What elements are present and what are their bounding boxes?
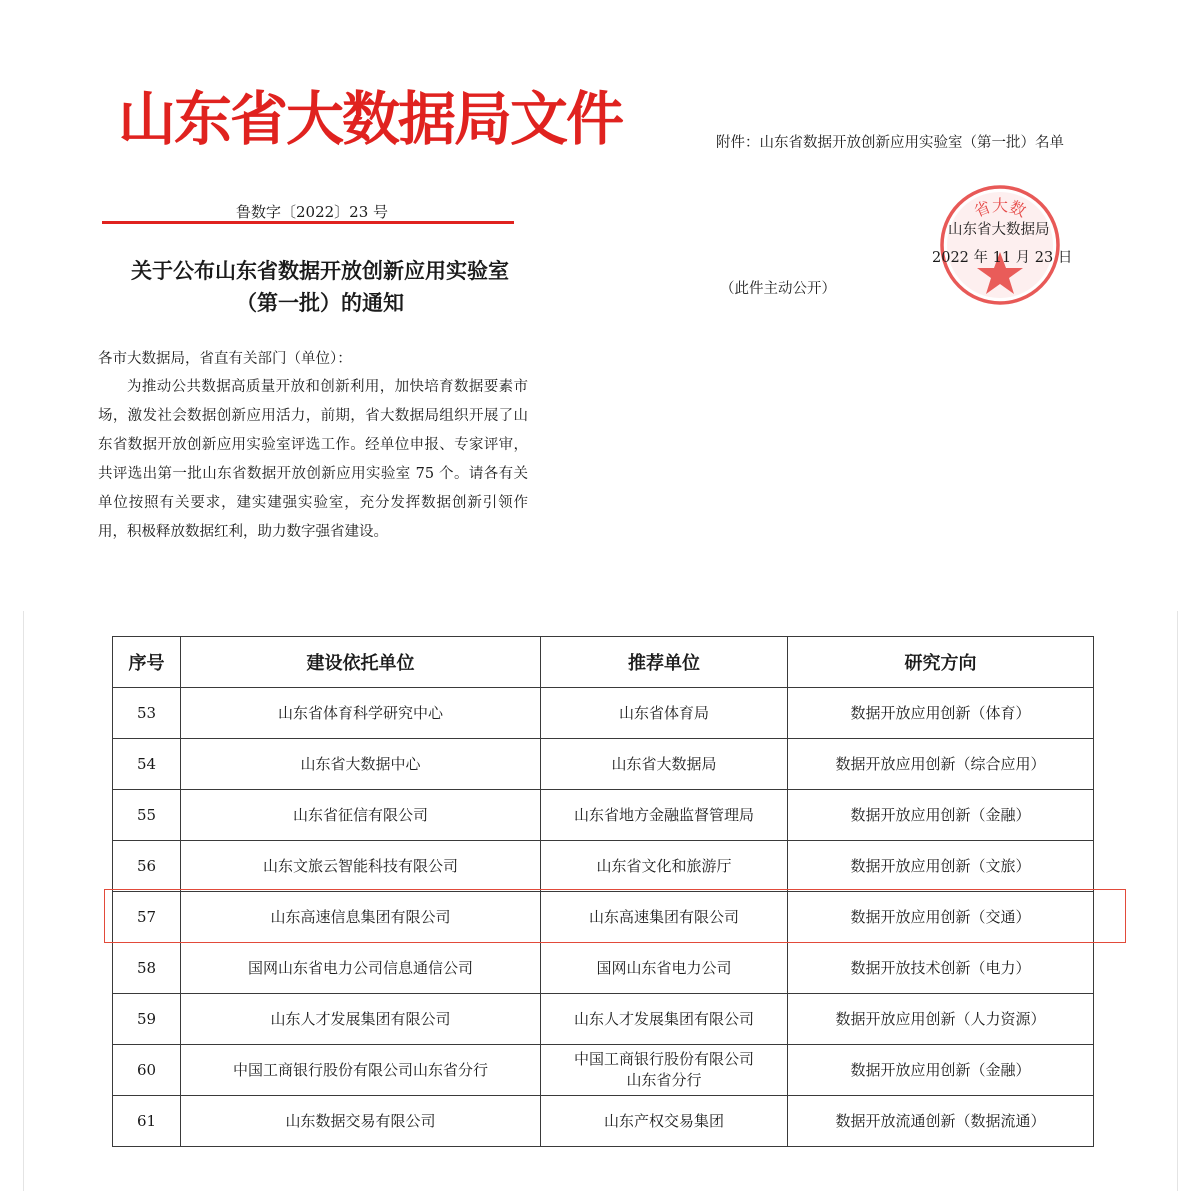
document-body: 为推动公共数据高质量开放和创新利用，加快培育数据要素市场，激发社会数据创新应用活力，前期，省大数据局组织开展了山东省数据开放创新应用实验室评选工作。经单位申报、专家评审，共评选出第一批山东省数据开放创新应用实验室 75 个。请各有关单位按照有关要求，建实建强实验室，充分发挥数据创新引领作用，积极释放数据红利，助力数字强省建设。 xyxy=(98,379,528,540)
disclosure-note: （此件主动公开） xyxy=(720,281,836,297)
cell-unit: 山东高速信息集团有限公司 xyxy=(181,892,541,943)
table-row xyxy=(113,1096,1094,1147)
cell-direction: 数据开放流通创新（数据流通） xyxy=(788,1096,1094,1147)
cell-direction: 数据开放应用创新（人力资源） xyxy=(788,994,1094,1045)
issue-date: 2022 年 11 月 23 日 xyxy=(932,250,1073,266)
cell-index: 53 xyxy=(113,688,181,739)
table-row xyxy=(113,841,1094,892)
cell-direction: 数据开放应用创新（交通） xyxy=(788,892,1094,943)
cell-index: 54 xyxy=(113,739,181,790)
cell-index: 57 xyxy=(113,892,181,943)
cell-direction: 数据开放应用创新（金融） xyxy=(788,1045,1094,1096)
header-index: 序号 xyxy=(113,637,181,688)
cell-unit: 山东文旅云智能科技有限公司 xyxy=(181,841,541,892)
cell-unit: 山东省征信有限公司 xyxy=(181,790,541,841)
document-title-line2: （第一批）的通知 xyxy=(236,291,404,315)
document-number: 鲁数字〔2022〕23 号 xyxy=(236,203,389,221)
cell-index: 60 xyxy=(113,1045,181,1096)
table-header-row xyxy=(113,637,1094,688)
header-direction: 研究方向 xyxy=(788,637,1094,688)
cell-recommender: 国网山东省电力公司 xyxy=(541,943,788,994)
issuer-name: 山东省大数据局 xyxy=(948,222,1050,238)
svg-text:省大数: 省大数 xyxy=(971,196,1029,221)
header-recommender: 推荐单位 xyxy=(541,637,788,688)
table-row xyxy=(113,688,1094,739)
table-row xyxy=(113,943,1094,994)
cell-recommender: 山东省地方金融监督管理局 xyxy=(541,790,788,841)
attachment-title: 附件：山东省数据开放创新应用实验室（第一批）名单 xyxy=(716,135,1064,151)
cell-index: 56 xyxy=(113,841,181,892)
cell-recommender: 山东高速集团有限公司 xyxy=(541,892,788,943)
cell-direction: 数据开放应用创新（体育） xyxy=(788,688,1094,739)
table-row xyxy=(113,739,1094,790)
cell-recommender: 山东省文化和旅游厅 xyxy=(541,841,788,892)
cell-index: 55 xyxy=(113,790,181,841)
table-row xyxy=(113,790,1094,841)
cell-unit: 中国工商银行股份有限公司山东省分行 xyxy=(181,1045,541,1096)
cell-index: 59 xyxy=(113,994,181,1045)
header-unit: 建设依托单位 xyxy=(181,637,541,688)
highlight-box xyxy=(104,889,1126,943)
sheet-edge-left xyxy=(23,611,24,1191)
cell-unit: 山东数据交易有限公司 xyxy=(181,1096,541,1147)
cell-direction: 数据开放应用创新（文旅） xyxy=(788,841,1094,892)
cell-recommender: 山东人才发展集团有限公司 xyxy=(541,994,788,1045)
cell-direction: 数据开放应用创新（综合应用） xyxy=(788,739,1094,790)
cell-index: 58 xyxy=(113,943,181,994)
cell-recommender: 山东省体育局 xyxy=(541,688,788,739)
cell-direction: 数据开放应用创新（金融） xyxy=(788,790,1094,841)
official-seal-icon xyxy=(937,182,1063,308)
table-row xyxy=(113,1045,1094,1096)
cell-unit: 国网山东省电力公司信息通信公司 xyxy=(181,943,541,994)
cell-unit: 山东省大数据中心 xyxy=(181,739,541,790)
table-row xyxy=(113,994,1094,1045)
document-salutation: 各市大数据局，省直有关部门（单位）： xyxy=(98,351,352,367)
sheet-edge-right xyxy=(1177,611,1178,1191)
cell-unit: 山东省体育科学研究中心 xyxy=(181,688,541,739)
header-divider xyxy=(102,221,514,224)
cell-index: 61 xyxy=(113,1096,181,1147)
document-title-line1: 关于公布山东省数据开放创新应用实验室 xyxy=(131,259,509,283)
cell-recommender: 山东产权交易集团 xyxy=(541,1096,788,1147)
cell-recommender: 中国工商银行股份有限公司 山东省分行 xyxy=(541,1045,788,1096)
cell-unit: 山东人才发展集团有限公司 xyxy=(181,994,541,1045)
cell-recommender: 山东省大数据局 xyxy=(541,739,788,790)
cell-direction: 数据开放技术创新（电力） xyxy=(788,943,1094,994)
document-header: 山东省大数据局文件 xyxy=(118,85,623,153)
